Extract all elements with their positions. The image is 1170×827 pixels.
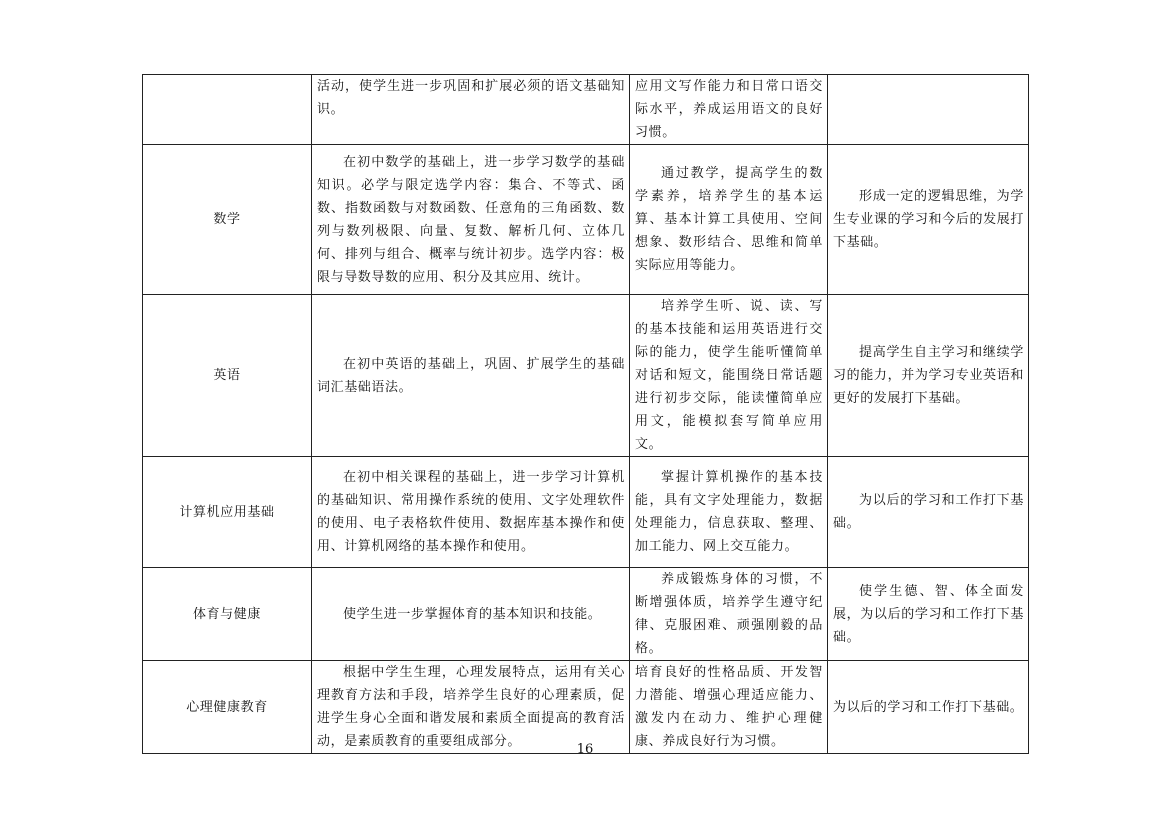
- course-name-cell: [143, 75, 312, 145]
- table-row: [143, 75, 1029, 145]
- course-role-cell: [828, 75, 1029, 145]
- course-role-cell: 为以后的学习和工作打下基础。: [828, 457, 1029, 568]
- course-goal-cell: 培育良好的性格品质、开发智力潜能、增强心理适应能力、激发内在动力、维护心理健康、养成良好行为习惯。: [630, 661, 828, 754]
- course-goal-cell: 培养学生听、说、读、写的基本技能和运用英语进行交际的能力，使学生能听懂简单对话和短文，能围绕日常话题进行初步交际，能读懂简单应用文，能模拟套写简单应用文。: [630, 295, 828, 457]
- table-row: [143, 295, 1029, 457]
- course-role-cell: 使学生德、智、体全面发展，为以后的学习和工作打下基础。: [828, 568, 1029, 661]
- course-role-cell: 为以后的学习和工作打下基础。: [828, 661, 1029, 754]
- course-name-cell: 计算机应用基础: [143, 457, 312, 568]
- course-name-cell: 心理健康教育: [143, 661, 312, 754]
- course-content-cell: 活动，使学生进一步巩固和扩展必须的语文基础知识。: [312, 75, 630, 145]
- course-content-cell: 使学生进一步掌握体育的基本知识和技能。: [312, 568, 630, 661]
- course-goal-cell: 掌握计算机操作的基本技能，具有文字处理能力，数据处理能力，信息获取、整理、加工能力、网上交互能力。: [630, 457, 828, 568]
- curriculum-table: [142, 74, 1029, 754]
- course-content-cell: 根据中学生生理，心理发展特点，运用有关心理教育方法和手段，培养学生良好的心理素质，促进学生身心全面和谐发展和素质全面提高的教育活动，是素质教育的重要组成部分。: [312, 661, 630, 754]
- course-goal-cell: 应用文写作能力和日常口语交际水平，养成运用语文的良好习惯。: [630, 75, 828, 145]
- course-content-cell: 在初中数学的基础上，进一步学习数学的基础知识。必学与限定选学内容：集合、不等式、函数、指数函数与对数函数、任意角的三角函数、数列与数列极限、向量、复数、解析几何、立体几何、排列与组合、概率与统计初步。选学内容：极限与导数导数的应用、积分及其应用、统计。: [312, 145, 630, 295]
- course-role-cell: 形成一定的逻辑思维，为学生专业课的学习和今后的发展打下基础。: [828, 145, 1029, 295]
- course-name-cell: 英语: [143, 295, 312, 457]
- table-row: [143, 661, 1029, 754]
- page-number: 16: [576, 742, 594, 757]
- course-name-cell: 体育与健康: [143, 568, 312, 661]
- course-role-cell: 提高学生自主学习和继续学习的能力，并为学习专业英语和更好的发展打下基础。: [828, 295, 1029, 457]
- course-content-cell: 在初中英语的基础上，巩固、扩展学生的基础词汇基础语法。: [312, 295, 630, 457]
- course-goal-cell: 养成锻炼身体的习惯，不断增强体质，培养学生遵守纪律、克服困难、顽强刚毅的品格。: [630, 568, 828, 661]
- course-content-cell: 在初中相关课程的基础上，进一步学习计算机的基础知识、常用操作系统的使用、文字处理软件的使用、电子表格软件使用、数据库基本操作和使用、计算机网络的基本操作和使用。: [312, 457, 630, 568]
- course-name-cell: 数学: [143, 145, 312, 295]
- table-row: [143, 145, 1029, 295]
- table-row: [143, 568, 1029, 661]
- course-goal-cell: 通过教学，提高学生的数学素养，培养学生的基本运算、基本计算工具使用、空间想象、数形结合、思维和简单实际应用等能力。: [630, 145, 828, 295]
- table-row: [143, 457, 1029, 568]
